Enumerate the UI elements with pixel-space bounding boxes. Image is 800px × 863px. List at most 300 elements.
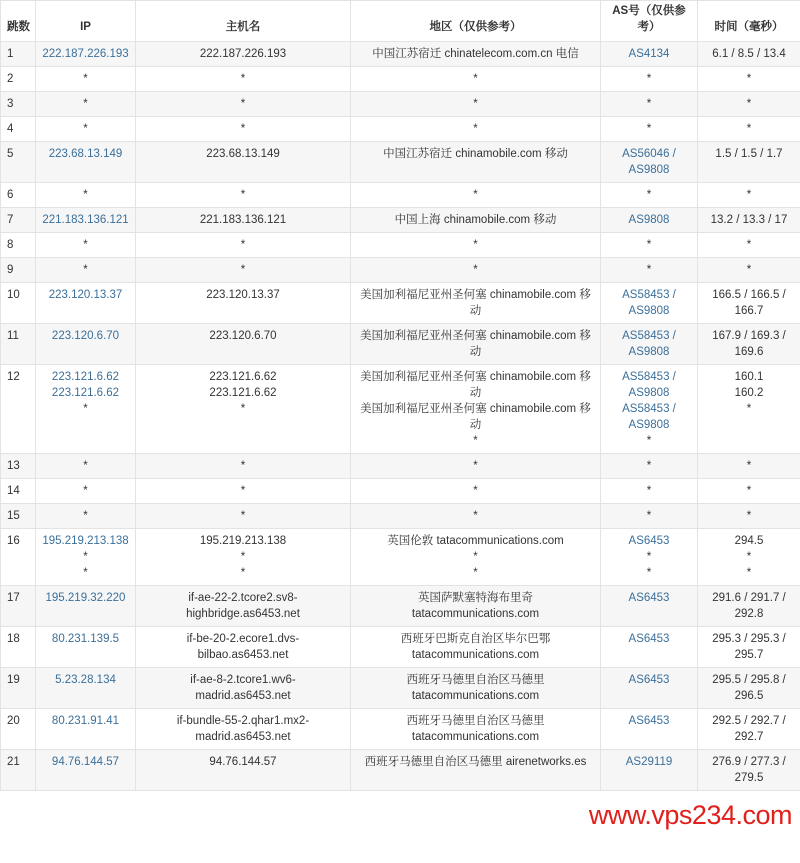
region-text: 美国加利福尼亚州圣何塞 chinamobile.com 移 <box>360 403 591 415</box>
time-text: * <box>746 98 752 110</box>
header-time: 时间（毫秒） <box>698 1 800 42</box>
hostname-cell <box>136 208 351 233</box>
as-cell <box>601 258 698 283</box>
hop-cell: 11 <box>1 324 36 365</box>
time-cell <box>698 183 800 208</box>
as-text: * <box>646 239 652 251</box>
hostname-cell <box>136 454 351 479</box>
as-cell <box>601 454 698 479</box>
ip-cell <box>36 183 136 208</box>
table-row <box>1 529 800 586</box>
header-region: 地区（仅供参考） <box>351 1 601 42</box>
as-text: * <box>646 551 652 563</box>
table-row <box>1 454 800 479</box>
as-link[interactable]: AS9808 <box>628 346 670 358</box>
as-link[interactable]: AS58453 / <box>622 330 676 342</box>
region-text: 动 <box>469 305 482 317</box>
hostname-text: madrid.as6453.net <box>195 731 291 743</box>
region-cell <box>351 454 601 479</box>
ip-cell <box>36 504 136 529</box>
ip-cell <box>36 627 136 668</box>
hostname-text: * <box>240 510 246 522</box>
hop-cell: 10 <box>1 283 36 324</box>
hop-cell: 12 <box>1 365 36 454</box>
time-cell <box>698 454 800 479</box>
table-row <box>1 42 800 67</box>
region-text: 西班牙马德里自治区马德里 airenetworks.es <box>364 756 587 768</box>
time-cell <box>698 283 800 324</box>
region-text: tatacommunications.com <box>411 608 540 620</box>
hop-cell: 13 <box>1 454 36 479</box>
hostname-text: 94.76.144.57 <box>209 756 277 768</box>
hop-cell: 1 <box>1 42 36 67</box>
region-text: 中国上海 chinamobile.com 移动 <box>394 214 557 226</box>
table-row <box>1 709 800 750</box>
time-text: 1.5 / 1.5 / 1.7 <box>715 148 783 160</box>
as-cell <box>601 586 698 627</box>
table-row <box>1 208 800 233</box>
as-cell <box>601 709 698 750</box>
hostname-text: * <box>240 567 246 579</box>
hostname-cell <box>136 627 351 668</box>
region-cell <box>351 750 601 791</box>
hostname-text: * <box>240 264 246 276</box>
header-as: AS号（仅供参考） <box>601 1 698 42</box>
as-text: * <box>646 435 652 447</box>
hostname-text: if-ae-8-2.tcore1.wv6- <box>190 674 296 686</box>
time-text: * <box>746 239 752 251</box>
region-text: 西班牙巴斯克自治区毕尔巴鄂 <box>400 633 551 645</box>
hostname-text: 221.183.136.121 <box>199 214 287 226</box>
region-cell <box>351 233 601 258</box>
time-cell <box>698 324 800 365</box>
time-cell <box>698 529 800 586</box>
region-text: * <box>473 510 478 522</box>
time-text: 166.7 <box>734 305 764 317</box>
region-cell <box>351 668 601 709</box>
ip-cell <box>36 750 136 791</box>
as-cell <box>601 504 698 529</box>
hostname-cell <box>136 709 351 750</box>
as-cell <box>601 668 698 709</box>
hostname-text: madrid.as6453.net <box>195 690 291 702</box>
hop-cell: 3 <box>1 92 36 117</box>
as-link[interactable]: AS56046 / <box>622 148 676 160</box>
time-text: 279.5 <box>734 772 764 784</box>
hostname-cell <box>136 586 351 627</box>
ip-link[interactable]: 80.231.139.5 <box>51 633 120 645</box>
as-cell <box>601 117 698 142</box>
hostname-text: * <box>240 551 246 563</box>
region-text: 动 <box>469 419 482 431</box>
ip-text: * <box>83 73 88 85</box>
region-text: * <box>473 264 478 276</box>
hostname-cell <box>136 479 351 504</box>
ip-text: * <box>83 551 88 563</box>
table-row <box>1 92 800 117</box>
as-text: * <box>646 264 652 276</box>
as-link[interactable]: AS58453 / <box>622 289 676 301</box>
hop-cell: 18 <box>1 627 36 668</box>
as-text: * <box>646 123 652 135</box>
hop-cell: 15 <box>1 504 36 529</box>
region-text: * <box>473 567 478 579</box>
hop-cell: 20 <box>1 709 36 750</box>
time-cell <box>698 258 800 283</box>
as-cell <box>601 365 698 454</box>
ip-link[interactable]: 221.183.136.121 <box>42 214 129 226</box>
hostname-cell <box>136 324 351 365</box>
ip-cell <box>36 142 136 183</box>
region-cell <box>351 117 601 142</box>
hostname-text: bilbao.as6453.net <box>197 649 289 661</box>
hostname-text: * <box>240 123 246 135</box>
ip-link[interactable]: 223.68.13.149 <box>48 148 123 160</box>
time-text: * <box>746 485 752 497</box>
hostname-text: * <box>240 239 246 251</box>
hostname-text: if-bundle-55-2.qhar1.mx2- <box>176 715 310 727</box>
as-link[interactable]: AS58453 / <box>622 403 676 415</box>
hostname-text: * <box>240 460 246 472</box>
ip-link[interactable]: 5.23.28.134 <box>55 674 116 686</box>
ip-link[interactable]: 195.219.32.220 <box>45 592 126 604</box>
ip-cell <box>36 67 136 92</box>
as-link[interactable]: AS6453 <box>628 535 670 547</box>
hop-cell: 9 <box>1 258 36 283</box>
as-cell <box>601 283 698 324</box>
region-cell <box>351 365 601 454</box>
table-header <box>1 1 800 42</box>
region-text: * <box>473 551 478 563</box>
as-text: * <box>646 510 652 522</box>
ip-cell <box>36 258 136 283</box>
hostname-cell <box>136 668 351 709</box>
header-hostname: 主机名 <box>136 1 351 42</box>
as-cell <box>601 750 698 791</box>
as-text: * <box>646 98 652 110</box>
region-text: * <box>473 435 478 447</box>
table-row <box>1 504 800 529</box>
ip-cell <box>36 479 136 504</box>
region-text: * <box>473 189 478 201</box>
hostname-text: 222.187.226.193 <box>199 48 287 60</box>
hop-cell: 14 <box>1 479 36 504</box>
hostname-text: 223.120.13.37 <box>206 289 280 301</box>
hostname-cell <box>136 283 351 324</box>
as-text: * <box>646 460 652 472</box>
ip-text: * <box>83 510 88 522</box>
time-cell <box>698 67 800 92</box>
table-row <box>1 258 800 283</box>
time-cell <box>698 233 800 258</box>
as-link[interactable]: AS6453 <box>628 674 670 686</box>
hostname-text: * <box>240 73 246 85</box>
time-cell <box>698 750 800 791</box>
ip-cell <box>36 233 136 258</box>
as-cell <box>601 142 698 183</box>
ip-cell <box>36 529 136 586</box>
as-link[interactable]: AS6453 <box>628 592 670 604</box>
ip-text: * <box>83 239 88 251</box>
time-cell <box>698 504 800 529</box>
region-text: 英国伦敦 tatacommunications.com <box>387 535 564 547</box>
ip-cell <box>36 365 136 454</box>
as-link[interactable]: AS6453 <box>628 715 670 727</box>
time-text: 167.9 / 169.3 / <box>712 330 786 342</box>
as-link[interactable]: AS58453 / <box>622 371 676 383</box>
hop-cell: 19 <box>1 668 36 709</box>
region-text: * <box>473 123 478 135</box>
hop-cell: 6 <box>1 183 36 208</box>
region-text: * <box>473 73 478 85</box>
hostname-text: 223.121.6.62 <box>209 371 277 383</box>
hop-cell: 21 <box>1 750 36 791</box>
region-text: 中国江苏宿迁 chinamobile.com 移动 <box>383 148 568 160</box>
region-cell <box>351 324 601 365</box>
region-text: 动 <box>469 346 482 358</box>
table-row <box>1 233 800 258</box>
ip-text: * <box>83 567 88 579</box>
time-cell <box>698 117 800 142</box>
time-text: 295.5 / 295.8 / <box>712 674 786 686</box>
hostname-text: * <box>240 189 246 201</box>
time-text: * <box>746 460 752 472</box>
ip-cell <box>36 668 136 709</box>
hop-cell: 4 <box>1 117 36 142</box>
ip-text: * <box>83 264 88 276</box>
time-text: * <box>746 189 752 201</box>
ip-link[interactable]: 222.187.226.193 <box>42 48 129 60</box>
hostname-text: 223.68.13.149 <box>206 148 280 160</box>
hostname-text: 195.219.213.138 <box>199 535 287 547</box>
time-cell <box>698 42 800 67</box>
region-cell <box>351 586 601 627</box>
as-cell <box>601 627 698 668</box>
time-cell <box>698 479 800 504</box>
time-text: 276.9 / 277.3 / <box>712 756 786 768</box>
header-ip: IP <box>36 1 136 42</box>
ip-text: * <box>83 403 88 415</box>
time-text: 160.2 <box>734 387 764 399</box>
as-cell <box>601 233 698 258</box>
table-row <box>1 586 800 627</box>
region-cell <box>351 258 601 283</box>
hostname-text: * <box>240 403 246 415</box>
region-text: 中国江苏宿迁 chinatelecom.com.cn 电信 <box>372 48 579 60</box>
table-row <box>1 183 800 208</box>
region-cell <box>351 42 601 67</box>
hostname-cell <box>136 183 351 208</box>
as-cell <box>601 208 698 233</box>
hostname-text: highbridge.as6453.net <box>186 608 300 620</box>
as-cell <box>601 479 698 504</box>
as-cell <box>601 183 698 208</box>
as-link[interactable]: AS9808 <box>628 419 670 431</box>
time-text: 296.5 <box>734 690 764 702</box>
region-text: 美国加利福尼亚州圣何塞 chinamobile.com 移 <box>360 330 591 342</box>
as-link[interactable]: AS9808 <box>628 214 670 226</box>
hostname-text: * <box>240 485 246 497</box>
as-text: * <box>646 189 652 201</box>
table-row <box>1 283 800 324</box>
region-text: 动 <box>469 387 482 399</box>
region-cell <box>351 208 601 233</box>
table-row <box>1 668 800 709</box>
header-hop: 跳数 <box>1 1 36 42</box>
region-cell <box>351 92 601 117</box>
ip-cell <box>36 208 136 233</box>
as-link[interactable]: AS9808 <box>628 305 670 317</box>
as-link[interactable]: AS6453 <box>628 633 670 645</box>
as-cell <box>601 92 698 117</box>
hostname-cell <box>136 529 351 586</box>
hostname-cell <box>136 365 351 454</box>
region-text: * <box>473 485 478 497</box>
table-row <box>1 365 800 454</box>
time-text: 13.2 / 13.3 / 17 <box>710 214 788 226</box>
hostname-cell <box>136 42 351 67</box>
table-row <box>1 750 800 791</box>
time-text: * <box>746 73 752 85</box>
ip-cell <box>36 117 136 142</box>
ip-cell <box>36 42 136 67</box>
hostname-cell <box>136 504 351 529</box>
hop-cell: 17 <box>1 586 36 627</box>
ip-link[interactable]: 195.219.213.138 <box>42 535 129 547</box>
region-text: * <box>473 98 478 110</box>
ip-link[interactable]: 80.231.91.41 <box>51 715 120 727</box>
region-text: tatacommunications.com <box>411 731 540 743</box>
ip-cell <box>36 283 136 324</box>
ip-cell <box>36 324 136 365</box>
as-link[interactable]: AS29119 <box>625 756 673 768</box>
time-text: 292.7 <box>734 731 764 743</box>
region-text: 西班牙马德里自治区马德里 <box>406 715 545 727</box>
table-row <box>1 324 800 365</box>
table-row <box>1 479 800 504</box>
as-cell <box>601 67 698 92</box>
time-text: 6.1 / 8.5 / 13.4 <box>712 48 786 60</box>
time-text: * <box>746 510 752 522</box>
time-text: 166.5 / 166.5 / <box>712 289 786 301</box>
ip-cell <box>36 586 136 627</box>
as-text: * <box>646 567 652 579</box>
ip-text: * <box>83 189 88 201</box>
time-text: * <box>746 567 752 579</box>
hostname-text: if-ae-22-2.tcore2.sv8- <box>188 592 298 604</box>
watermark: www.vps234.com <box>588 800 792 830</box>
region-text: tatacommunications.com <box>411 649 540 661</box>
hostname-cell <box>136 67 351 92</box>
region-cell <box>351 67 601 92</box>
hostname-cell <box>136 750 351 791</box>
hostname-text: 223.120.6.70 <box>209 330 277 342</box>
region-cell <box>351 142 601 183</box>
hostname-cell <box>136 142 351 183</box>
time-cell <box>698 627 800 668</box>
time-cell <box>698 586 800 627</box>
table-row <box>1 67 800 92</box>
ip-link[interactable]: 223.121.6.62 <box>51 387 120 399</box>
hostname-text: 223.121.6.62 <box>209 387 277 399</box>
hop-cell: 2 <box>1 67 36 92</box>
region-cell <box>351 529 601 586</box>
ip-cell <box>36 92 136 117</box>
region-cell <box>351 183 601 208</box>
time-text: * <box>746 264 752 276</box>
as-cell <box>601 324 698 365</box>
region-text: 西班牙马德里自治区马德里 <box>406 674 545 686</box>
region-text: 美国加利福尼亚州圣何塞 chinamobile.com 移 <box>360 371 591 383</box>
time-text: 292.5 / 292.7 / <box>712 715 786 727</box>
ip-cell <box>36 709 136 750</box>
time-cell <box>698 208 800 233</box>
as-link[interactable]: AS9808 <box>628 387 670 399</box>
ip-text: * <box>83 485 88 497</box>
hostname-text: if-be-20-2.ecore1.dvs- <box>186 633 300 645</box>
table-row <box>1 142 800 183</box>
time-cell <box>698 709 800 750</box>
region-cell <box>351 283 601 324</box>
time-cell <box>698 668 800 709</box>
ip-link[interactable]: 223.120.6.70 <box>51 330 120 342</box>
time-text: 292.8 <box>734 608 764 620</box>
hostname-cell <box>136 117 351 142</box>
time-text: 160.1 <box>734 371 764 383</box>
region-text: * <box>473 460 478 472</box>
ip-cell <box>36 454 136 479</box>
as-text: * <box>646 485 652 497</box>
hop-cell: 8 <box>1 233 36 258</box>
region-cell <box>351 709 601 750</box>
hop-cell: 5 <box>1 142 36 183</box>
time-cell <box>698 365 800 454</box>
hostname-cell <box>136 233 351 258</box>
as-text: * <box>646 73 652 85</box>
time-text: 294.5 <box>734 535 764 547</box>
table-row <box>1 117 800 142</box>
time-text: 169.6 <box>734 346 764 358</box>
region-cell <box>351 627 601 668</box>
as-link[interactable]: AS4134 <box>628 48 670 60</box>
time-text: * <box>746 403 752 415</box>
time-text: 295.3 / 295.3 / <box>712 633 786 645</box>
time-text: 295.7 <box>734 649 764 661</box>
ip-link[interactable]: 94.76.144.57 <box>51 756 120 768</box>
time-text: * <box>746 551 752 563</box>
as-link[interactable]: AS9808 <box>628 164 670 176</box>
region-text: tatacommunications.com <box>411 690 540 702</box>
ip-link[interactable]: 223.120.13.37 <box>48 289 123 301</box>
region-text: * <box>473 239 478 251</box>
hostname-cell <box>136 258 351 283</box>
ip-text: * <box>83 460 88 472</box>
time-text: * <box>746 123 752 135</box>
as-cell <box>601 529 698 586</box>
ip-text: * <box>83 123 88 135</box>
region-cell <box>351 504 601 529</box>
ip-text: * <box>83 98 88 110</box>
time-text: 291.6 / 291.7 / <box>712 592 786 604</box>
hostname-cell <box>136 92 351 117</box>
hop-cell: 7 <box>1 208 36 233</box>
hop-cell: 16 <box>1 529 36 586</box>
hostname-text: * <box>240 98 246 110</box>
region-text: 英国萨默塞特海布里奇 <box>418 592 533 604</box>
time-cell <box>698 92 800 117</box>
table-row <box>1 627 800 668</box>
ip-link[interactable]: 223.121.6.62 <box>51 371 120 383</box>
